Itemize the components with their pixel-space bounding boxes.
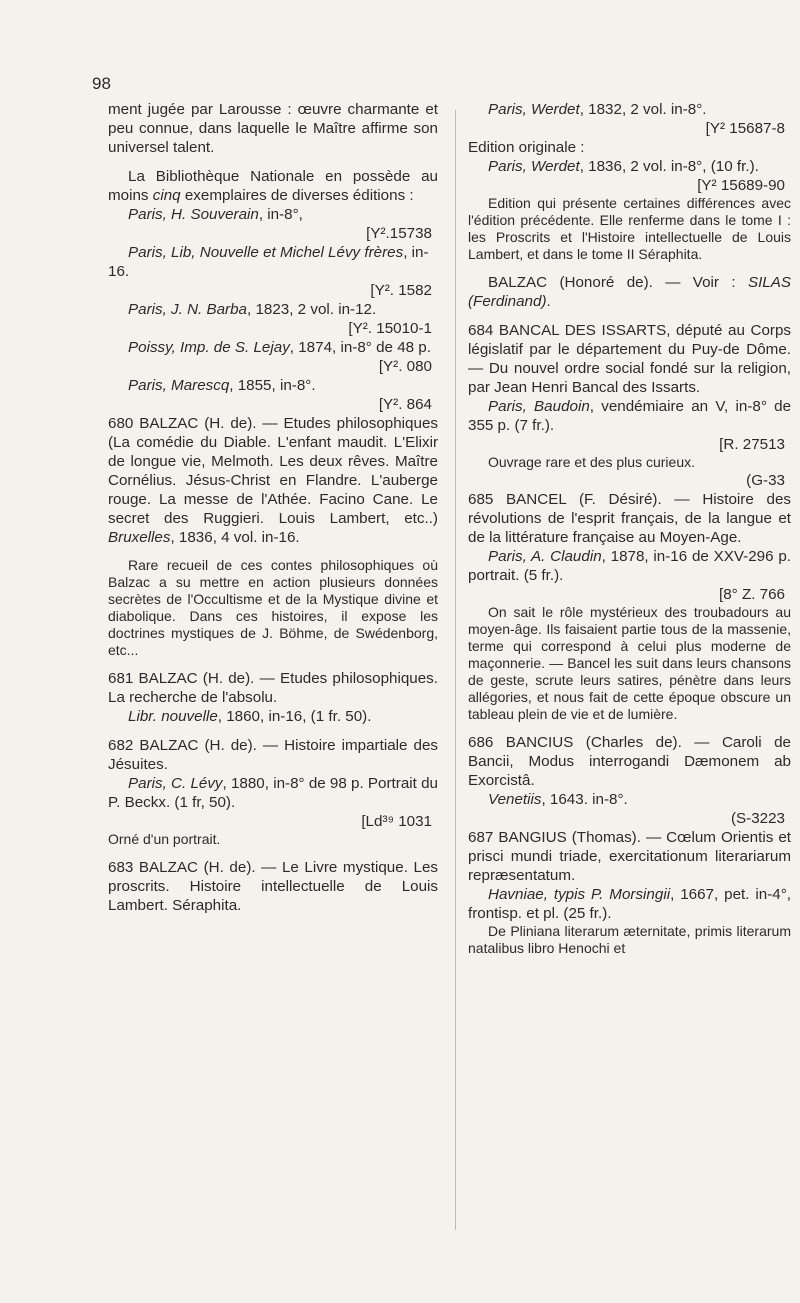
left-column-paragraph: Paris, J. N. Barba, 1823, 2 vol. in-12. bbox=[128, 301, 377, 318]
right-column-paragraph: 686 BANCIUS (Charles de). — Caroli de Bancii, Modus interrogandi Dæmonem ab Exorcistâ. bbox=[468, 734, 791, 789]
left-column-paragraph: 682 BALZAC (H. de). — Histoire impartiale des Jésuites. bbox=[108, 737, 438, 773]
block-spacer bbox=[108, 547, 438, 557]
right-column-paragraph: [8° Z. 766 bbox=[718, 586, 785, 603]
right-column-paragraph: De Pliniana literarum æternitate, primis literarum natalibus libro Henochi et bbox=[468, 923, 791, 956]
block-spacer bbox=[468, 311, 791, 321]
left-column bbox=[108, 100, 438, 915]
left-column-paragraph: [Y². 15010-1 bbox=[348, 320, 432, 337]
left-column-paragraph: Paris, C. Lévy, 1880, in-8° de 98 p. Portrait du P. Beckx. (1 fr, 50). bbox=[108, 775, 438, 811]
right-column-paragraph: (G-33 bbox=[746, 472, 785, 489]
left-column-paragraph: La Bibliothèque Nationale en possède au moins cinq exemplaires de diverses éditions : bbox=[108, 168, 438, 204]
left-column-paragraph: [Y². 864 bbox=[378, 396, 432, 413]
right-column-paragraph: [Y² 15687-8 bbox=[705, 120, 785, 137]
right-column-paragraph: 684 BANCAL DES ISSARTS, député au Corps législatif par le département du Puy-de Dôme. — Du nouvel ordre social fondé sur la religion, par Jean Henri Bancal des Issarts. bbox=[468, 322, 791, 396]
block-spacer bbox=[108, 659, 438, 669]
right-column-paragraph: Edition originale : bbox=[468, 139, 585, 156]
left-column-paragraph: [Y².15738 bbox=[366, 225, 432, 242]
page-number: 98 bbox=[92, 74, 111, 93]
left-column-paragraph: ment jugée par Larousse : œuvre charmante et peu connue, dans laquelle le Maître affirme son universel talent. bbox=[108, 101, 438, 156]
left-column-paragraph: 680 BALZAC (H. de). — Etudes philosophiques (La comédie du Diable. L'enfant maudit. L'Elixir de longue vie, Melmoth. Les deux rêves. Maître Cornélius. Jésus-Christ en Flandre. L'auberge rouge. La messe de l'Athée. Facino Cane. Le secret des Ruggieri. Louis Lambert, etc..) Bruxelles, 1836, 4 vol. in-16. bbox=[108, 415, 438, 546]
right-column-paragraph: Edition qui présente certaines différences avec l'édition précédente. Elle renferme dans le tome I : les Proscrits et l'Histoire intellectuelle de Louis Lambert, et dans le tome II Séraphita. bbox=[468, 195, 791, 262]
right-column-paragraph: Paris, Werdet, 1832, 2 vol. in-8°. bbox=[488, 101, 707, 118]
right-column-paragraph: 685 BANCEL (F. Désiré). — Histoire des révolutions de l'esprit français, de la langue et de la littérature française au Moyen-Age. bbox=[468, 491, 791, 546]
left-column-paragraph: Paris, Marescq, 1855, in-8°. bbox=[128, 377, 316, 394]
right-column-paragraph: [Y² 15689-90 bbox=[697, 177, 785, 194]
right-column-paragraph: Ouvrage rare et des plus curieux. bbox=[488, 454, 695, 470]
right-column-paragraph: Paris, Werdet, 1836, 2 vol. in-8°, (10 fr.). bbox=[488, 158, 759, 175]
block-spacer bbox=[108, 726, 438, 736]
right-column-paragraph: 687 BANGIUS (Thomas). — Cœlum Orientis et prisci mundi triade, exercitationum literariarum repræsentatum. bbox=[468, 829, 791, 884]
left-column-paragraph: [Ld³⁹ 1031 bbox=[361, 813, 432, 830]
right-column-paragraph: [R. 27513 bbox=[719, 436, 785, 453]
left-column-paragraph: [Y². 1582 bbox=[370, 282, 432, 299]
block-spacer bbox=[108, 157, 438, 167]
left-column-paragraph: 683 BALZAC (H. de). — Le Livre mystique. Les proscrits. Histoire intellectuelle de Louis Lambert. Séraphita. bbox=[108, 859, 438, 914]
left-column-paragraph: Rare recueil de ces contes philosophiques où Balzac a su mettre en action plusieurs données secrètes de l'Occultisme et de la Mystique divine et diabolique. Dans ces histoires, il expose les doctrines mystiques de J. Böhme, de Swédenborg, etc... bbox=[108, 557, 438, 658]
right-column bbox=[468, 100, 791, 957]
block-spacer bbox=[108, 848, 438, 858]
column-divider bbox=[455, 110, 456, 1230]
left-column-paragraph: [Y². 080 bbox=[378, 358, 432, 375]
left-column-paragraph: Orné d'un portrait. bbox=[108, 831, 221, 847]
right-column-paragraph: Paris, Baudoin, vendémiaire an V, in-8° de 355 p. (7 fr.). bbox=[468, 398, 792, 434]
left-column-paragraph: Paris, Lib, Nouvelle et Michel Lévy frères, in-16. bbox=[108, 244, 429, 280]
right-column-paragraph: Paris, A. Claudin, 1878, in-16 de XXV-296 p. portrait. (5 fr.). bbox=[468, 548, 791, 584]
block-spacer bbox=[468, 263, 791, 273]
right-column-paragraph: BALZAC (Honoré de). — Voir : SILAS (Ferdinand). bbox=[468, 274, 791, 310]
left-column-paragraph: Paris, H. Souverain, in-8°, bbox=[128, 206, 303, 223]
left-column-paragraph: Poissy, Imp. de S. Lejay, 1874, in-8° de 48 p. bbox=[128, 339, 431, 356]
right-column-paragraph: (S-3223 bbox=[730, 810, 785, 827]
right-column-paragraph: Havniae, typis P. Morsingii, 1667, pet. in-4°, frontisp. et pl. (25 fr.). bbox=[468, 886, 791, 922]
left-column-paragraph: 681 BALZAC (H. de). — Etudes philosophiques. La recherche de l'absolu. bbox=[108, 670, 438, 706]
right-column-paragraph: On sait le rôle mystérieux des troubadours au moyen-âge. Ils faisaient partie tous de la massenie, terme qui correspond à celui plus moderne de maçonnerie. — Bancel les suit dans leurs chansons de geste, scrute leurs satires, pénètre dans leurs allégories, et nous fait de cette époque obscure un tableau plein de vie et de lumière. bbox=[468, 604, 791, 722]
block-spacer bbox=[468, 723, 791, 733]
right-column-paragraph: Venetiis, 1643. in-8°. bbox=[488, 791, 628, 808]
left-column-paragraph: Libr. nouvelle, 1860, in-16, (1 fr. 50). bbox=[128, 708, 372, 725]
